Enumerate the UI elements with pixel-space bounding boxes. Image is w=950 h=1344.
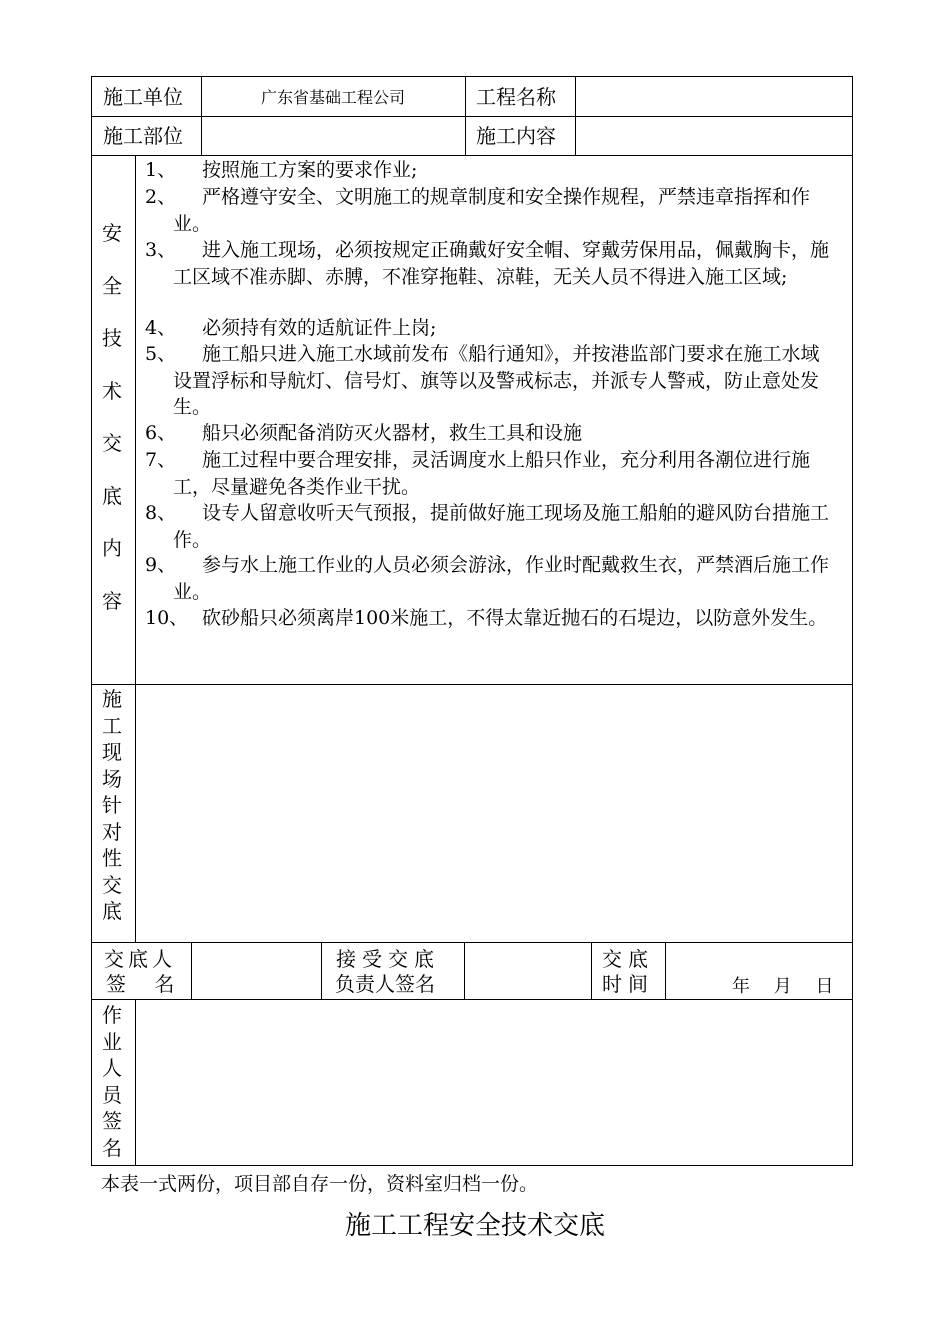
workers-section-label: 作业人员签名 xyxy=(102,1003,122,1160)
receiver-label-line1: 接受交底 xyxy=(336,947,440,971)
table-col-divider xyxy=(591,942,592,1000)
list-item-number: 6、 xyxy=(145,422,177,444)
list-item xyxy=(145,157,830,184)
receiver-label-line2: 负责人签名 xyxy=(335,972,435,996)
table-col-divider xyxy=(575,76,576,156)
list-item-text: 施工船只进入施工水域前发布《船行通知》，并按港监部门要求在施工水域设置浮标和导航灯、信号灯、旗等以及警戒标志，并派专人警戒，防止意处发生。 xyxy=(173,343,820,418)
list-item-number: 9、 xyxy=(145,554,177,576)
unit-value[interactable]: 广东省基础工程公司 xyxy=(260,87,405,107)
list-item xyxy=(145,552,830,605)
presenter-label-line2: 签 名 xyxy=(106,972,175,996)
list-item-number: 2、 xyxy=(145,186,177,208)
table-border-left xyxy=(91,76,92,1166)
table-row-divider xyxy=(91,116,853,117)
list-item-text: 严格遵守安全、文明施工的规章制度和安全操作规程，严禁违章指挥和作业。 xyxy=(173,186,811,235)
list-item-number: 3、 xyxy=(145,239,177,261)
onsite-briefing-area[interactable] xyxy=(136,685,852,942)
receiver-signature-field[interactable] xyxy=(465,943,591,999)
list-item xyxy=(145,184,830,237)
list-item-text: 船只必须配备消防灭火器材，救生工具和设施 xyxy=(202,422,583,444)
list-item-text: 设专人留意收听天气预报，提前做好施工现场及施工船舶的避风防台措施工作。 xyxy=(173,502,830,551)
time-label-line2: 时间 xyxy=(602,972,654,996)
time-label-line1: 交底 xyxy=(602,947,654,971)
list-item xyxy=(145,500,830,553)
list-item-number: 5、 xyxy=(145,343,177,365)
onsite-section-label: 施工现场针对性交底 xyxy=(102,687,122,923)
list-item xyxy=(145,605,830,632)
list-item xyxy=(145,447,830,500)
safety-section-label: 安全技术交底内容 xyxy=(102,221,122,613)
list-item xyxy=(145,315,830,342)
list-item-number: 10、 xyxy=(145,607,189,629)
construction-part-label: 施工部位 xyxy=(103,124,183,148)
date-field[interactable]: 年 月 日 xyxy=(732,976,834,997)
construction-content-label: 施工内容 xyxy=(476,124,556,148)
list-item-number: 1、 xyxy=(145,159,177,181)
list-item-text: 砍砂船只必须离岸100米施工，不得太靠近抛石的石堤边，以防意外发生。 xyxy=(202,607,828,629)
list-item-text: 按照施工方案的要求作业; xyxy=(202,159,418,181)
workers-signature-area[interactable] xyxy=(136,1000,852,1165)
page-title: 施工工程安全技术交底 xyxy=(344,1211,605,1241)
list-item-text: 参与水上施工作业的人员必须会游泳，作业时配戴救生衣，严禁酒后施工作业。 xyxy=(173,554,830,603)
unit-label: 施工单位 xyxy=(103,85,183,109)
list-item-number: 7、 xyxy=(145,449,177,471)
list-item xyxy=(145,341,830,421)
table-border-right xyxy=(852,76,853,1166)
list-item xyxy=(145,420,830,447)
project-name-label: 工程名称 xyxy=(476,85,556,109)
presenter-label-line1: 交底人 xyxy=(104,947,176,971)
list-item-text: 必须持有效的适航证件上岗; xyxy=(202,317,437,339)
table-col-divider xyxy=(665,942,666,1000)
list-item-number: 8、 xyxy=(145,502,177,524)
table-col-divider xyxy=(465,76,466,156)
list-item-text: 进入施工现场，必须按规定正确戴好安全帽、穿戴劳保用品，佩戴胸卡，施工区域不准赤脚、赤膊，不准穿拖鞋、凉鞋，无关人员不得进入施工区域; xyxy=(173,239,830,288)
list-item-text: 施工过程中要合理安排，灵活调度水上船只作业，充分利用各潮位进行施工，尽量避免各类作业干扰。 xyxy=(173,449,811,498)
presenter-signature-field[interactable] xyxy=(192,943,321,999)
table-col-divider xyxy=(321,942,322,1000)
footer-note: 本表一式两份，项目部自存一份，资料室归档一份。 xyxy=(101,1173,539,1195)
table-border-bottom xyxy=(91,1165,853,1166)
list-item xyxy=(145,237,830,290)
table-row-divider xyxy=(91,155,853,156)
list-item-number: 4、 xyxy=(145,317,177,339)
